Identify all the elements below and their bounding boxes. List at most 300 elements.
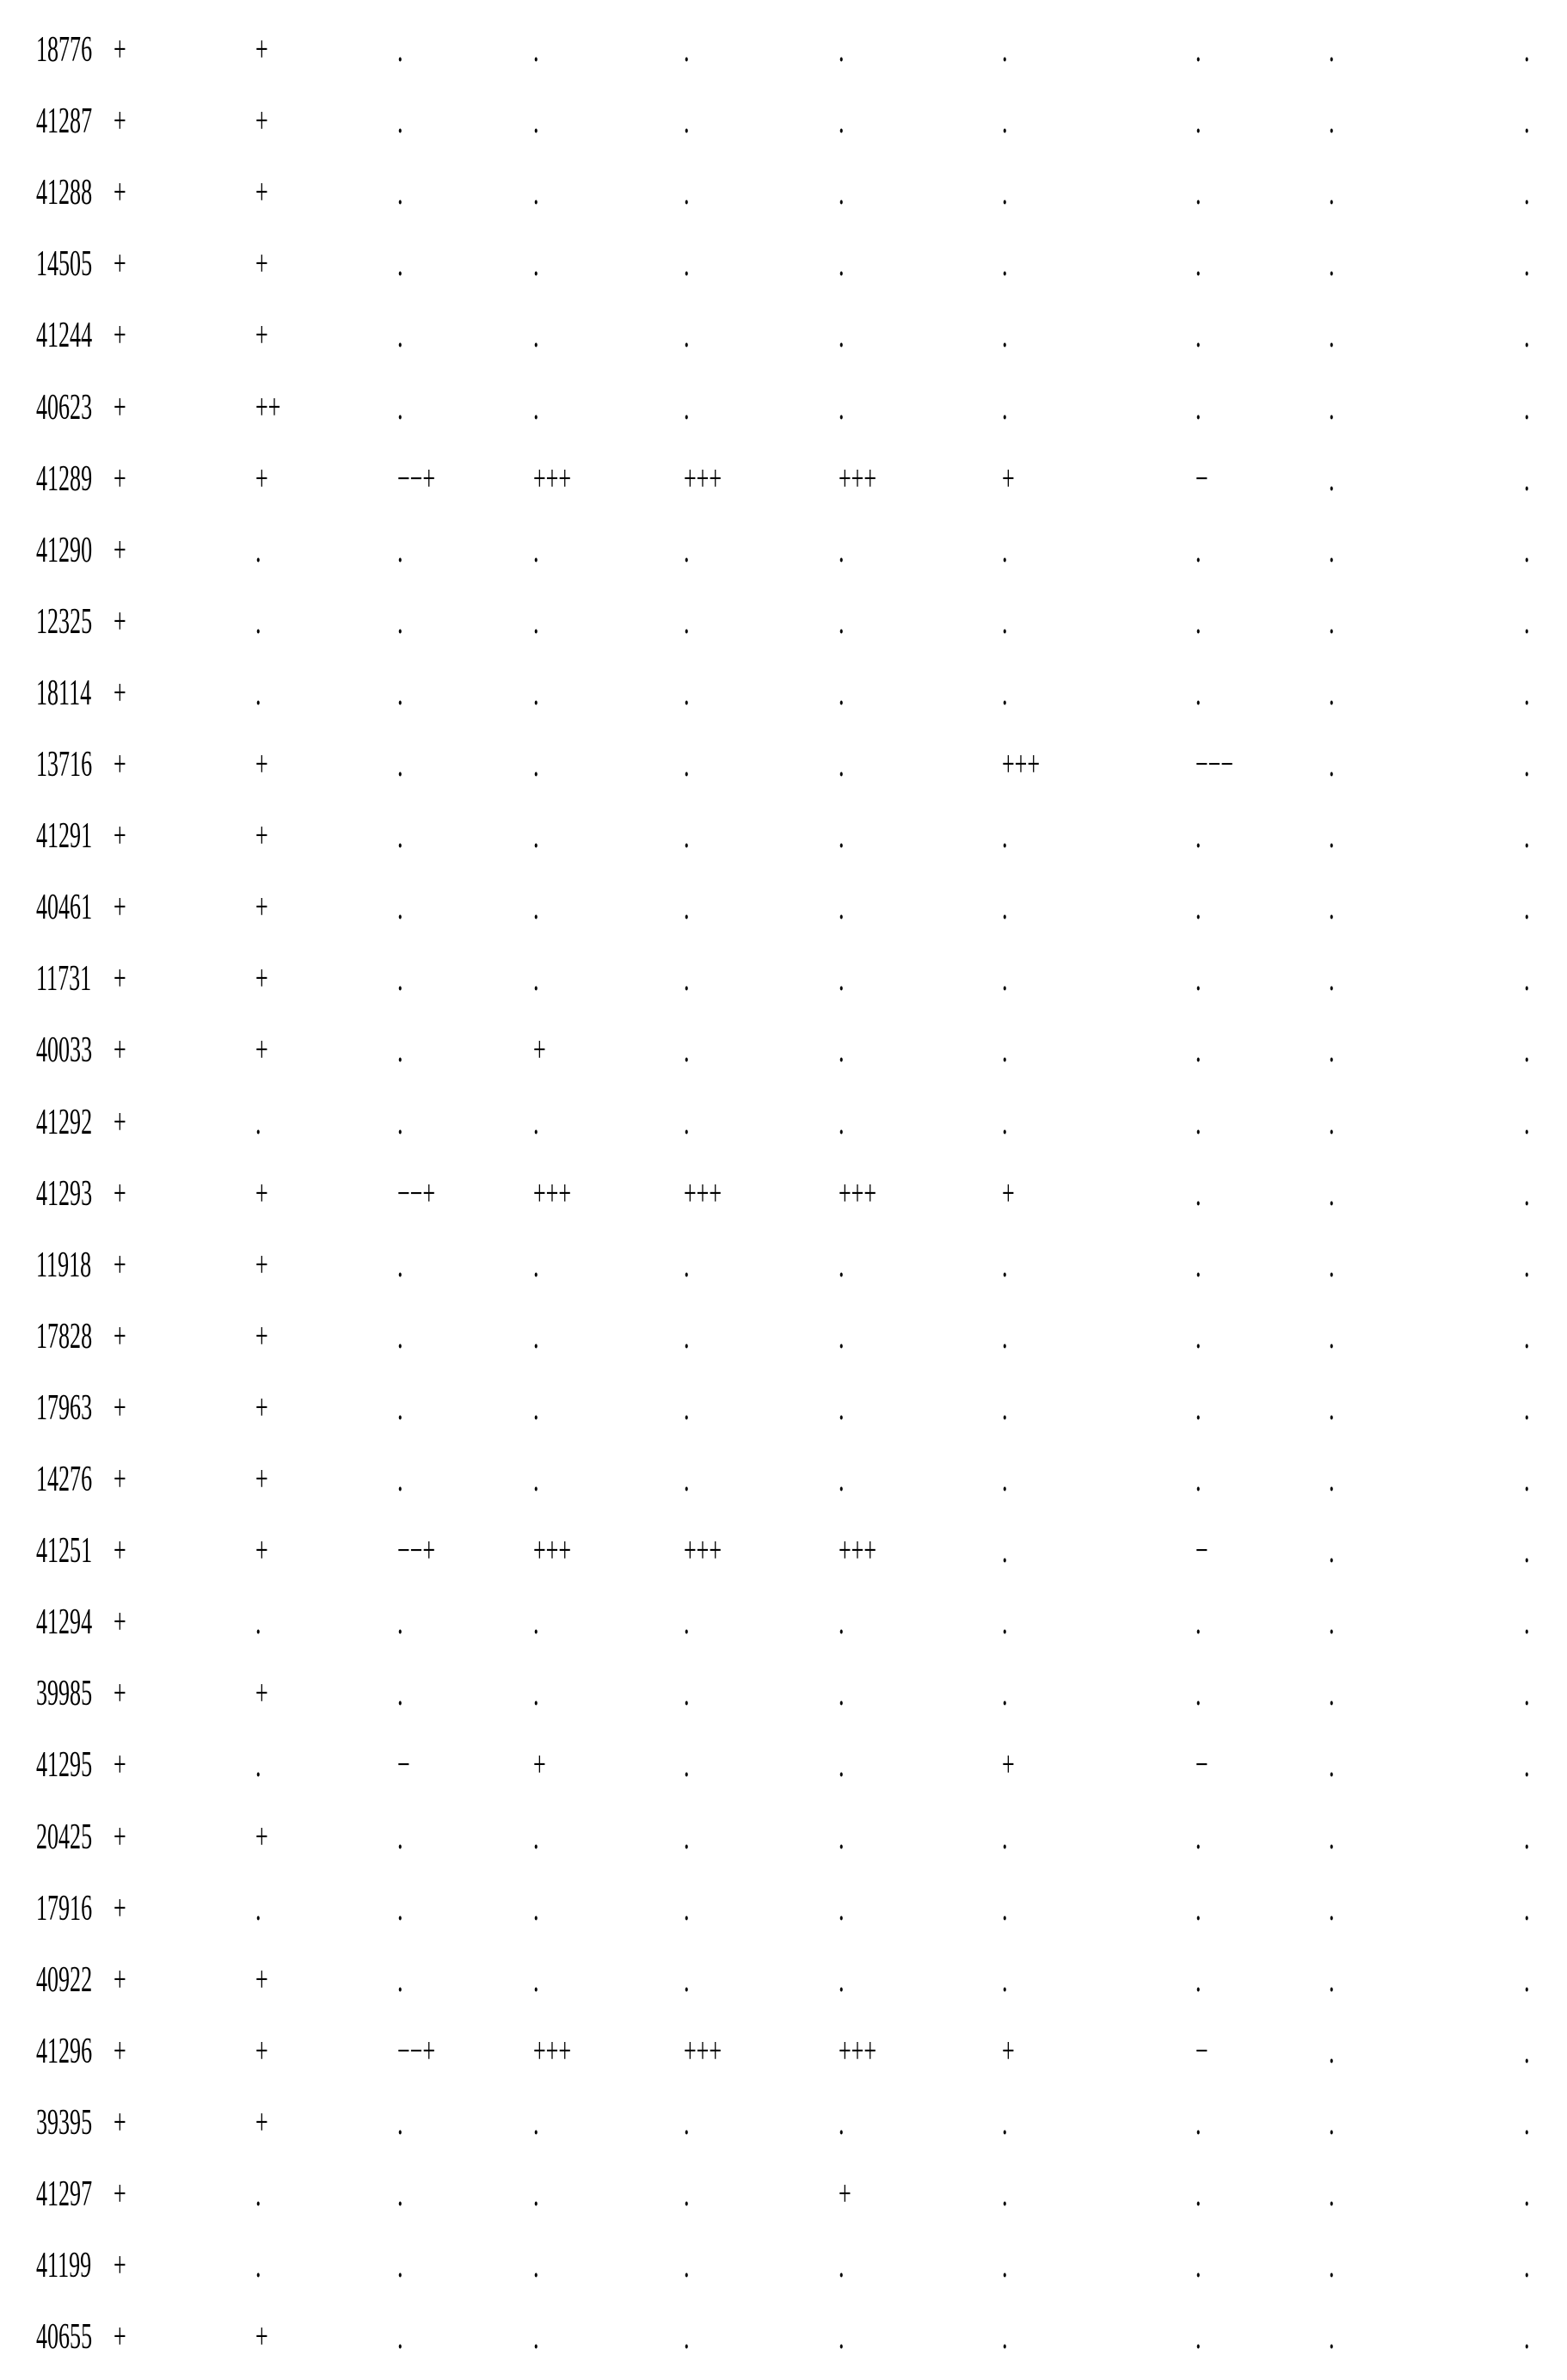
table-cell: + <box>255 300 268 372</box>
row-sign: + <box>114 372 126 444</box>
table-cell: . <box>397 1658 403 1730</box>
table-row <box>0 872 1567 944</box>
row-id: 13716 <box>36 729 92 801</box>
table-cell: . <box>1329 658 1335 729</box>
table-cell: . <box>684 2159 690 2230</box>
table-cell: . <box>533 944 539 1015</box>
table-cell: . <box>839 658 845 729</box>
table-cell: . <box>397 1373 403 1444</box>
table-cell: +++ <box>684 2016 722 2088</box>
table-cell: −−+ <box>397 1516 435 1587</box>
table-cell: . <box>533 1444 539 1516</box>
table-cell: . <box>1002 1658 1008 1730</box>
table-cell: . <box>684 1444 690 1516</box>
table-cell: . <box>1329 1658 1335 1730</box>
table-cell: . <box>684 86 690 157</box>
table-cell: . <box>1195 86 1201 157</box>
row-sign: + <box>114 2088 126 2159</box>
row-id: 41294 <box>36 1587 92 1658</box>
table-cell: + <box>255 1658 268 1730</box>
row-id: 14276 <box>36 1444 92 1516</box>
table-cell: . <box>1524 1230 1530 1301</box>
table-cell: ++ <box>255 372 280 444</box>
row-sign: + <box>114 2159 126 2230</box>
row-id: 41292 <box>36 1087 92 1159</box>
table-cell: . <box>1195 15 1201 86</box>
table-row <box>0 157 1567 229</box>
table-cell: + <box>255 2088 268 2159</box>
table-cell: . <box>1329 1587 1335 1658</box>
table-cell: −−+ <box>397 1159 435 1230</box>
table-cell: . <box>1524 2302 1530 2373</box>
table-cell: − <box>1195 1516 1208 1587</box>
table-cell: −−+ <box>397 444 435 515</box>
table-cell: . <box>397 1230 403 1301</box>
table-cell: . <box>1524 1873 1530 1945</box>
table-cell: . <box>1195 515 1201 587</box>
table-cell: . <box>255 2230 261 2302</box>
row-sign: + <box>114 157 126 229</box>
row-id: 41291 <box>36 801 92 872</box>
table-cell: . <box>1002 1087 1008 1159</box>
table-cell: . <box>1329 86 1335 157</box>
table-cell: +++ <box>839 1159 876 1230</box>
table-cell: . <box>839 1015 845 1086</box>
table-row <box>0 1873 1567 1945</box>
table-cell: + <box>255 801 268 872</box>
row-sign: + <box>114 1873 126 1945</box>
table-row <box>0 1301 1567 1373</box>
table-cell: + <box>255 86 268 157</box>
table-cell: . <box>684 2302 690 2373</box>
table-cell: . <box>255 1087 261 1159</box>
table-cell: . <box>1002 86 1008 157</box>
table-cell: . <box>1002 872 1008 944</box>
table-cell: +++ <box>533 1516 571 1587</box>
table-cell: . <box>397 1873 403 1945</box>
row-id: 14505 <box>36 229 92 300</box>
table-cell: + <box>255 157 268 229</box>
row-id: 17916 <box>36 1873 92 1945</box>
table-cell: . <box>533 1658 539 1730</box>
table-row <box>0 2088 1567 2159</box>
table-cell: . <box>1002 157 1008 229</box>
table-cell: . <box>684 1373 690 1444</box>
table-cell: . <box>1195 1444 1201 1516</box>
table-cell: . <box>1002 2230 1008 2302</box>
table-cell: . <box>533 1802 539 1873</box>
table-cell: . <box>1329 1087 1335 1159</box>
row-sign: + <box>114 658 126 729</box>
table-cell: . <box>1524 944 1530 1015</box>
table-cell: . <box>1002 15 1008 86</box>
table-cell: . <box>1329 1301 1335 1373</box>
row-sign: + <box>114 1516 126 1587</box>
table-cell: . <box>397 157 403 229</box>
table-cell: . <box>1002 1516 1008 1587</box>
table-cell: + <box>255 2016 268 2088</box>
table-cell: + <box>255 15 268 86</box>
table-cell: + <box>255 1945 268 2016</box>
table-cell: . <box>255 515 261 587</box>
table-cell: . <box>684 372 690 444</box>
row-sign: + <box>114 1301 126 1373</box>
table-cell: +++ <box>839 444 876 515</box>
table-cell: . <box>533 1087 539 1159</box>
table-cell: − <box>1195 444 1208 515</box>
table-cell: . <box>1329 515 1335 587</box>
table-cell: . <box>839 1087 845 1159</box>
table-cell: . <box>1195 2302 1201 2373</box>
row-sign: + <box>114 1373 126 1444</box>
table-row <box>0 2159 1567 2230</box>
table-cell: . <box>397 515 403 587</box>
table-cell: . <box>1002 2302 1008 2373</box>
table-row <box>0 1802 1567 1873</box>
table-row <box>0 587 1567 658</box>
table-cell: . <box>1524 1159 1530 1230</box>
table-cell: . <box>1002 944 1008 1015</box>
table-cell: . <box>1002 658 1008 729</box>
table-cell: . <box>1329 15 1335 86</box>
table-cell: + <box>533 1730 546 1801</box>
table-cell: . <box>839 587 845 658</box>
table-row <box>0 1444 1567 1516</box>
row-sign: + <box>114 1087 126 1159</box>
table-row <box>0 86 1567 157</box>
table-cell: . <box>1524 157 1530 229</box>
table-row <box>0 1730 1567 1801</box>
table-cell: . <box>839 1658 845 1730</box>
table-cell: . <box>1002 1373 1008 1444</box>
row-sign: + <box>114 515 126 587</box>
table-cell: . <box>1002 2088 1008 2159</box>
table-cell: . <box>1329 801 1335 872</box>
table-cell: . <box>839 1873 845 1945</box>
table-cell: . <box>1524 444 1530 515</box>
row-id: 41295 <box>36 1730 92 1801</box>
table-cell: . <box>1524 1730 1530 1801</box>
table-cell: . <box>839 872 845 944</box>
table-cell: . <box>533 1301 539 1373</box>
table-cell: . <box>684 300 690 372</box>
table-cell: . <box>684 1945 690 2016</box>
table-cell: . <box>839 2302 845 2373</box>
table-row <box>0 15 1567 86</box>
row-id: 41289 <box>36 444 92 515</box>
row-sign: + <box>114 1945 126 2016</box>
table-cell: . <box>533 2230 539 2302</box>
row-sign: + <box>114 587 126 658</box>
table-cell: . <box>1524 1015 1530 1086</box>
table-row <box>0 1373 1567 1444</box>
table-cell: . <box>1195 1945 1201 2016</box>
table-cell: . <box>1002 2159 1008 2230</box>
row-id: 40033 <box>36 1015 92 1086</box>
table-cell: . <box>397 372 403 444</box>
table-cell: + <box>255 1516 268 1587</box>
table-cell: + <box>255 1301 268 1373</box>
table-cell: . <box>839 944 845 1015</box>
table-cell: . <box>1524 86 1530 157</box>
table-cell: . <box>533 2302 539 2373</box>
table-cell: . <box>839 229 845 300</box>
table-cell: . <box>1524 1516 1530 1587</box>
table-cell: . <box>1524 1087 1530 1159</box>
table-cell: . <box>1524 872 1530 944</box>
table-row <box>0 2302 1567 2373</box>
table-cell: . <box>1329 300 1335 372</box>
table-cell: . <box>1329 157 1335 229</box>
row-id: 41251 <box>36 1516 92 1587</box>
row-sign: + <box>114 729 126 801</box>
table-cell: . <box>397 872 403 944</box>
table-cell: . <box>397 1444 403 1516</box>
table-cell: . <box>533 1587 539 1658</box>
table-cell: . <box>1002 1444 1008 1516</box>
table-cell: . <box>1002 1230 1008 1301</box>
table-cell: . <box>1002 515 1008 587</box>
table-cell: . <box>533 587 539 658</box>
table-cell: . <box>1329 729 1335 801</box>
table-cell: . <box>255 587 261 658</box>
row-id: 41293 <box>36 1159 92 1230</box>
table-cell: . <box>397 801 403 872</box>
row-sign: + <box>114 1730 126 1801</box>
table-cell: . <box>684 658 690 729</box>
table-cell: . <box>839 515 845 587</box>
table-cell: . <box>1524 1945 1530 2016</box>
table-cell: . <box>1195 1658 1201 1730</box>
table-cell: . <box>397 1587 403 1658</box>
row-sign: + <box>114 444 126 515</box>
table-cell: . <box>684 872 690 944</box>
table-cell: . <box>684 15 690 86</box>
table-cell: −−+ <box>397 2016 435 2088</box>
table-cell: . <box>1329 2302 1335 2373</box>
table-cell: + <box>255 729 268 801</box>
table-cell: . <box>684 1230 690 1301</box>
table-cell: +++ <box>684 1516 722 1587</box>
table-cell: . <box>684 1087 690 1159</box>
row-id: 40623 <box>36 372 92 444</box>
table-cell: +++ <box>839 1516 876 1587</box>
table-cell: + <box>255 1373 268 1444</box>
table-cell: + <box>1002 1730 1015 1801</box>
table-cell: . <box>1524 801 1530 872</box>
table-cell: . <box>533 229 539 300</box>
row-id: 41244 <box>36 300 92 372</box>
table-cell: . <box>684 801 690 872</box>
table-cell: . <box>684 1802 690 1873</box>
table-cell: . <box>533 801 539 872</box>
table-cell: . <box>1002 587 1008 658</box>
row-id: 40461 <box>36 872 92 944</box>
table-cell: +++ <box>533 1159 571 1230</box>
table-cell: . <box>684 1658 690 1730</box>
table-cell: . <box>1524 658 1530 729</box>
table-cell: . <box>1195 1587 1201 1658</box>
table-cell: + <box>255 1015 268 1086</box>
table-cell: . <box>684 587 690 658</box>
row-id: 41297 <box>36 2159 92 2230</box>
table-cell: . <box>839 801 845 872</box>
table-cell: . <box>1195 1015 1201 1086</box>
row-id: 20425 <box>36 1802 92 1873</box>
row-id: 12325 <box>36 587 92 658</box>
table-cell: . <box>1329 2088 1335 2159</box>
table-cell: . <box>397 1087 403 1159</box>
table-cell: . <box>1329 372 1335 444</box>
table-cell: . <box>397 1945 403 2016</box>
table-cell: . <box>839 1444 845 1516</box>
table-cell: + <box>533 1015 546 1086</box>
table-cell: . <box>1002 1802 1008 1873</box>
table-cell: . <box>1329 1730 1335 1801</box>
table-cell: . <box>533 872 539 944</box>
table-cell: . <box>684 1015 690 1086</box>
table-cell: . <box>1329 587 1335 658</box>
table-cell: . <box>1195 2230 1201 2302</box>
table-cell: . <box>533 372 539 444</box>
table-cell: . <box>684 944 690 1015</box>
row-id: 18114 <box>36 658 91 729</box>
table-cell: . <box>839 1945 845 2016</box>
table-cell: . <box>1195 372 1201 444</box>
table-cell: . <box>397 2230 403 2302</box>
table-cell: . <box>533 515 539 587</box>
table-cell: + <box>1002 444 1015 515</box>
table-cell: . <box>1002 1945 1008 2016</box>
table-cell: . <box>839 86 845 157</box>
table-cell: . <box>1195 944 1201 1015</box>
table-cell: . <box>839 15 845 86</box>
table-cell: . <box>1524 2230 1530 2302</box>
table-cell: . <box>397 2159 403 2230</box>
table-cell: . <box>397 2088 403 2159</box>
table-cell: + <box>255 872 268 944</box>
table-cell: . <box>1329 2159 1335 2230</box>
row-sign: + <box>114 229 126 300</box>
row-sign: + <box>114 86 126 157</box>
table-cell: . <box>684 229 690 300</box>
table-cell: . <box>1524 1587 1530 1658</box>
table-cell: . <box>839 157 845 229</box>
table-cell: . <box>1002 300 1008 372</box>
table-cell: . <box>533 658 539 729</box>
table-cell: . <box>1195 1373 1201 1444</box>
table-row <box>0 444 1567 515</box>
table-row <box>0 1587 1567 1658</box>
row-id: 40922 <box>36 1945 92 2016</box>
table-cell: . <box>255 1587 261 1658</box>
table-cell: . <box>1524 587 1530 658</box>
table-cell: . <box>1002 1015 1008 1086</box>
table-row <box>0 2016 1567 2088</box>
table-cell: . <box>533 2088 539 2159</box>
table-cell: +++ <box>684 444 722 515</box>
table-cell: . <box>1329 1159 1335 1230</box>
table-cell: . <box>684 515 690 587</box>
table-cell: . <box>533 300 539 372</box>
table-cell: . <box>397 1301 403 1373</box>
table-cell: +++ <box>533 2016 571 2088</box>
table-cell: . <box>397 15 403 86</box>
table-cell: . <box>1002 229 1008 300</box>
table-cell: . <box>1329 872 1335 944</box>
table-cell: . <box>1195 1301 1201 1373</box>
table-cell: . <box>1195 2159 1201 2230</box>
table-row <box>0 1087 1567 1159</box>
table-cell: . <box>397 300 403 372</box>
row-sign: + <box>114 1587 126 1658</box>
table-cell: . <box>255 1873 261 1945</box>
table-cell: . <box>255 1730 261 1801</box>
row-sign: + <box>114 2230 126 2302</box>
table-cell: . <box>839 1373 845 1444</box>
table-cell: . <box>533 157 539 229</box>
table-cell: . <box>684 1873 690 1945</box>
table-cell: . <box>533 86 539 157</box>
table-row <box>0 729 1567 801</box>
table-cell: +++ <box>1002 729 1040 801</box>
table-row <box>0 372 1567 444</box>
row-sign: + <box>114 15 126 86</box>
row-sign: + <box>114 944 126 1015</box>
table-cell: . <box>1195 2088 1201 2159</box>
table-cell: + <box>1002 2016 1015 2088</box>
row-id: 40655 <box>36 2302 92 2373</box>
table-cell: . <box>1524 2159 1530 2230</box>
table-row <box>0 1945 1567 2016</box>
row-id: 18776 <box>36 15 92 86</box>
row-id: 41288 <box>36 157 92 229</box>
table-cell: . <box>1329 2230 1335 2302</box>
table-cell: . <box>533 1945 539 2016</box>
row-sign: + <box>114 1802 126 1873</box>
table-cell: . <box>1195 1802 1201 1873</box>
table-cell: . <box>1195 587 1201 658</box>
table-cell: . <box>1524 229 1530 300</box>
table-cell: . <box>1524 2016 1530 2088</box>
table-cell: . <box>839 300 845 372</box>
table-cell: . <box>255 658 261 729</box>
table-cell: . <box>1524 729 1530 801</box>
row-id: 39395 <box>36 2088 92 2159</box>
table-cell: . <box>839 372 845 444</box>
table-cell: . <box>1329 444 1335 515</box>
table-cell: . <box>1524 15 1530 86</box>
table-cell: . <box>1195 1159 1201 1230</box>
row-sign: + <box>114 2302 126 2373</box>
table-cell: . <box>1002 801 1008 872</box>
row-id: 41296 <box>36 2016 92 2088</box>
table-cell: . <box>1329 1802 1335 1873</box>
table-cell: . <box>397 86 403 157</box>
table-cell: . <box>397 729 403 801</box>
table-cell: . <box>684 1301 690 1373</box>
table-cell: . <box>684 729 690 801</box>
table-cell: . <box>397 229 403 300</box>
table-cell: . <box>839 729 845 801</box>
row-sign: + <box>114 801 126 872</box>
table-cell: . <box>1195 872 1201 944</box>
table-cell: + <box>255 444 268 515</box>
table-cell: +++ <box>684 1159 722 1230</box>
table-cell: . <box>839 1230 845 1301</box>
table-cell: . <box>533 2159 539 2230</box>
row-id: 41287 <box>36 86 92 157</box>
